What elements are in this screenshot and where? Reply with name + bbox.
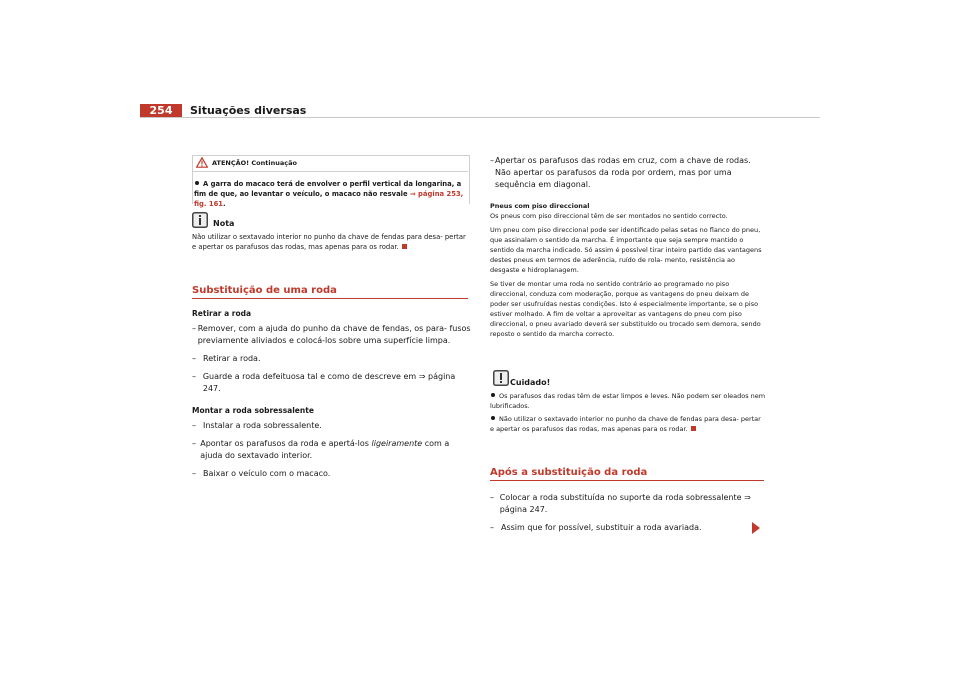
note-text-body: Não utilizar o sextavado interior no punho da chave de fendas para desa- pertar e apertar os parafusos das rodas, mas apenas para os rodar. — [192, 233, 466, 251]
note-text — [192, 232, 468, 252]
step-text: Remover, com a ajuda do punho da chave de fendas, os para- fusos previamente aliviados e colocá-los sobre uma superfície limpa. — [197, 324, 471, 345]
warning-text-end: . — [223, 200, 226, 208]
warning-title: ATENÇÃO! Continuação — [212, 159, 297, 167]
end-mark-icon — [691, 426, 696, 431]
list-item — [192, 353, 472, 365]
dash-icon: – — [490, 493, 494, 502]
list-item — [490, 155, 766, 191]
step-text: Retirar a roda. — [203, 354, 261, 363]
note-title: Nota — [213, 219, 235, 228]
dash-icon: – — [192, 354, 196, 363]
list-item — [490, 522, 766, 534]
list-item — [192, 468, 472, 480]
list-item — [192, 420, 472, 432]
caution-bullet-text: Não utilizar o sextavado interior no punho da chave de fendas para desa- pertar e apertar os parafusos das rodas, mas apenas para os rodar. — [490, 415, 761, 433]
bullet-icon — [491, 393, 495, 397]
header-rule — [140, 117, 820, 118]
step-text: Instalar a roda sobressalente. — [203, 421, 322, 430]
step-text-post: com a ajuda do sextavado interior. — [200, 439, 450, 460]
section-heading-wheel-change: Substituição de uma roda — [192, 285, 337, 296]
bullet-icon — [491, 416, 495, 420]
section-rule — [192, 298, 468, 299]
dash-icon: – — [490, 523, 494, 532]
subheading-directional-tyres: Pneus com piso direccional — [490, 202, 590, 210]
caution-bullet — [490, 414, 766, 434]
step-text-pre: Apontar os parafusos da roda e apertá-los — [200, 439, 372, 448]
step-text: Guarde a roda defeituosa tal e como de descreve em ⇒ página 247. — [202, 372, 456, 393]
dash-icon: – — [192, 372, 196, 381]
warning-text — [194, 179, 466, 209]
paragraph: Os pneus com piso direccional têm de ser montados no sentido correcto. — [490, 212, 728, 220]
dash-icon: – — [192, 421, 196, 430]
warning-page-link[interactable]: ⇒ página 253, fig. 161 — [194, 190, 464, 208]
subheading-mount-spare: Montar a roda sobressalente — [192, 406, 314, 415]
step-text: Assim que for possível, substituir a roda avariada. — [501, 523, 702, 532]
dash-icon: – — [192, 439, 196, 448]
list-item — [192, 323, 472, 347]
caution-icon — [493, 370, 509, 386]
step-text: Colocar a roda substituída no suporte da roda sobressalente ⇒ página 247. — [499, 493, 751, 514]
step-text: Apertar os parafusos das rodas em cruz, com a chave de rodas. Não apertar os parafusos da roda por ordem, mas por uma sequência em diagonal. — [495, 156, 751, 189]
step-text — [200, 438, 472, 462]
section-heading-after-change: Após a substituição da roda — [490, 467, 648, 478]
dash-icon: – — [490, 156, 494, 165]
dash-icon: – — [192, 324, 196, 333]
page-number: 254 — [140, 104, 182, 118]
step-text: Baixar o veículo com o macaco. — [203, 469, 331, 478]
paragraph: Se tiver de montar uma roda no sentido contrário ao programado no piso direccional, conduza com moderação, porque as vantagens do pneu deixam de poder ser usufruídas nestas condições. Isto é especialmente importante, se o piso estiver molhado. A fim de voltar a aproveitar as vantagens do pneu com piso direccional, o pneu avariado deverá ser substituído ou trocado sem demora, sendo reposto o sentido da marcha correcto. — [490, 280, 761, 338]
caution-title: Cuidado! — [510, 378, 551, 387]
list-item — [192, 438, 472, 462]
bullet-icon — [195, 181, 199, 185]
caution-bullet-text: Os parafusos das rodas têm de estar limpos e leves. Não podem ser oleados nem lubrificados. — [490, 392, 766, 410]
subheading-remove-wheel: Retirar a roda — [192, 309, 252, 318]
next-page-arrow-icon[interactable] — [752, 522, 760, 534]
warning-triangle-icon — [196, 157, 208, 168]
end-mark-icon — [402, 244, 407, 249]
warning-text-main: A garra do macaco terá de envolver o perfil vertical da longarina, a fim de que, ao levantar o veículo, o macaco não resvale — [194, 180, 462, 198]
paragraph: Um pneu com piso direccional pode ser identificado pelas setas no flanco do pneu, que assinalam o sentido da marcha. É importante que seja sempre mantido o sentido da marcha indicado. Só assim é possível tirar inteiro partido das vantagens destes pneus em termos de aderência, ruído de rola- mento, resistência ao desgaste e hidroplanagem. — [490, 226, 762, 274]
caution-text — [490, 391, 766, 434]
step-text-emphasis: ligeiramente — [371, 439, 423, 448]
section-rule — [490, 480, 764, 481]
list-item — [192, 371, 472, 395]
dash-icon: – — [192, 469, 196, 478]
list-item — [490, 492, 766, 516]
after-change-steps — [490, 492, 766, 534]
page-title: Situações diversas — [190, 104, 307, 117]
caution-bullet — [490, 391, 766, 411]
note-icon — [192, 212, 208, 228]
left-column-steps — [192, 308, 472, 480]
right-column — [490, 155, 766, 339]
